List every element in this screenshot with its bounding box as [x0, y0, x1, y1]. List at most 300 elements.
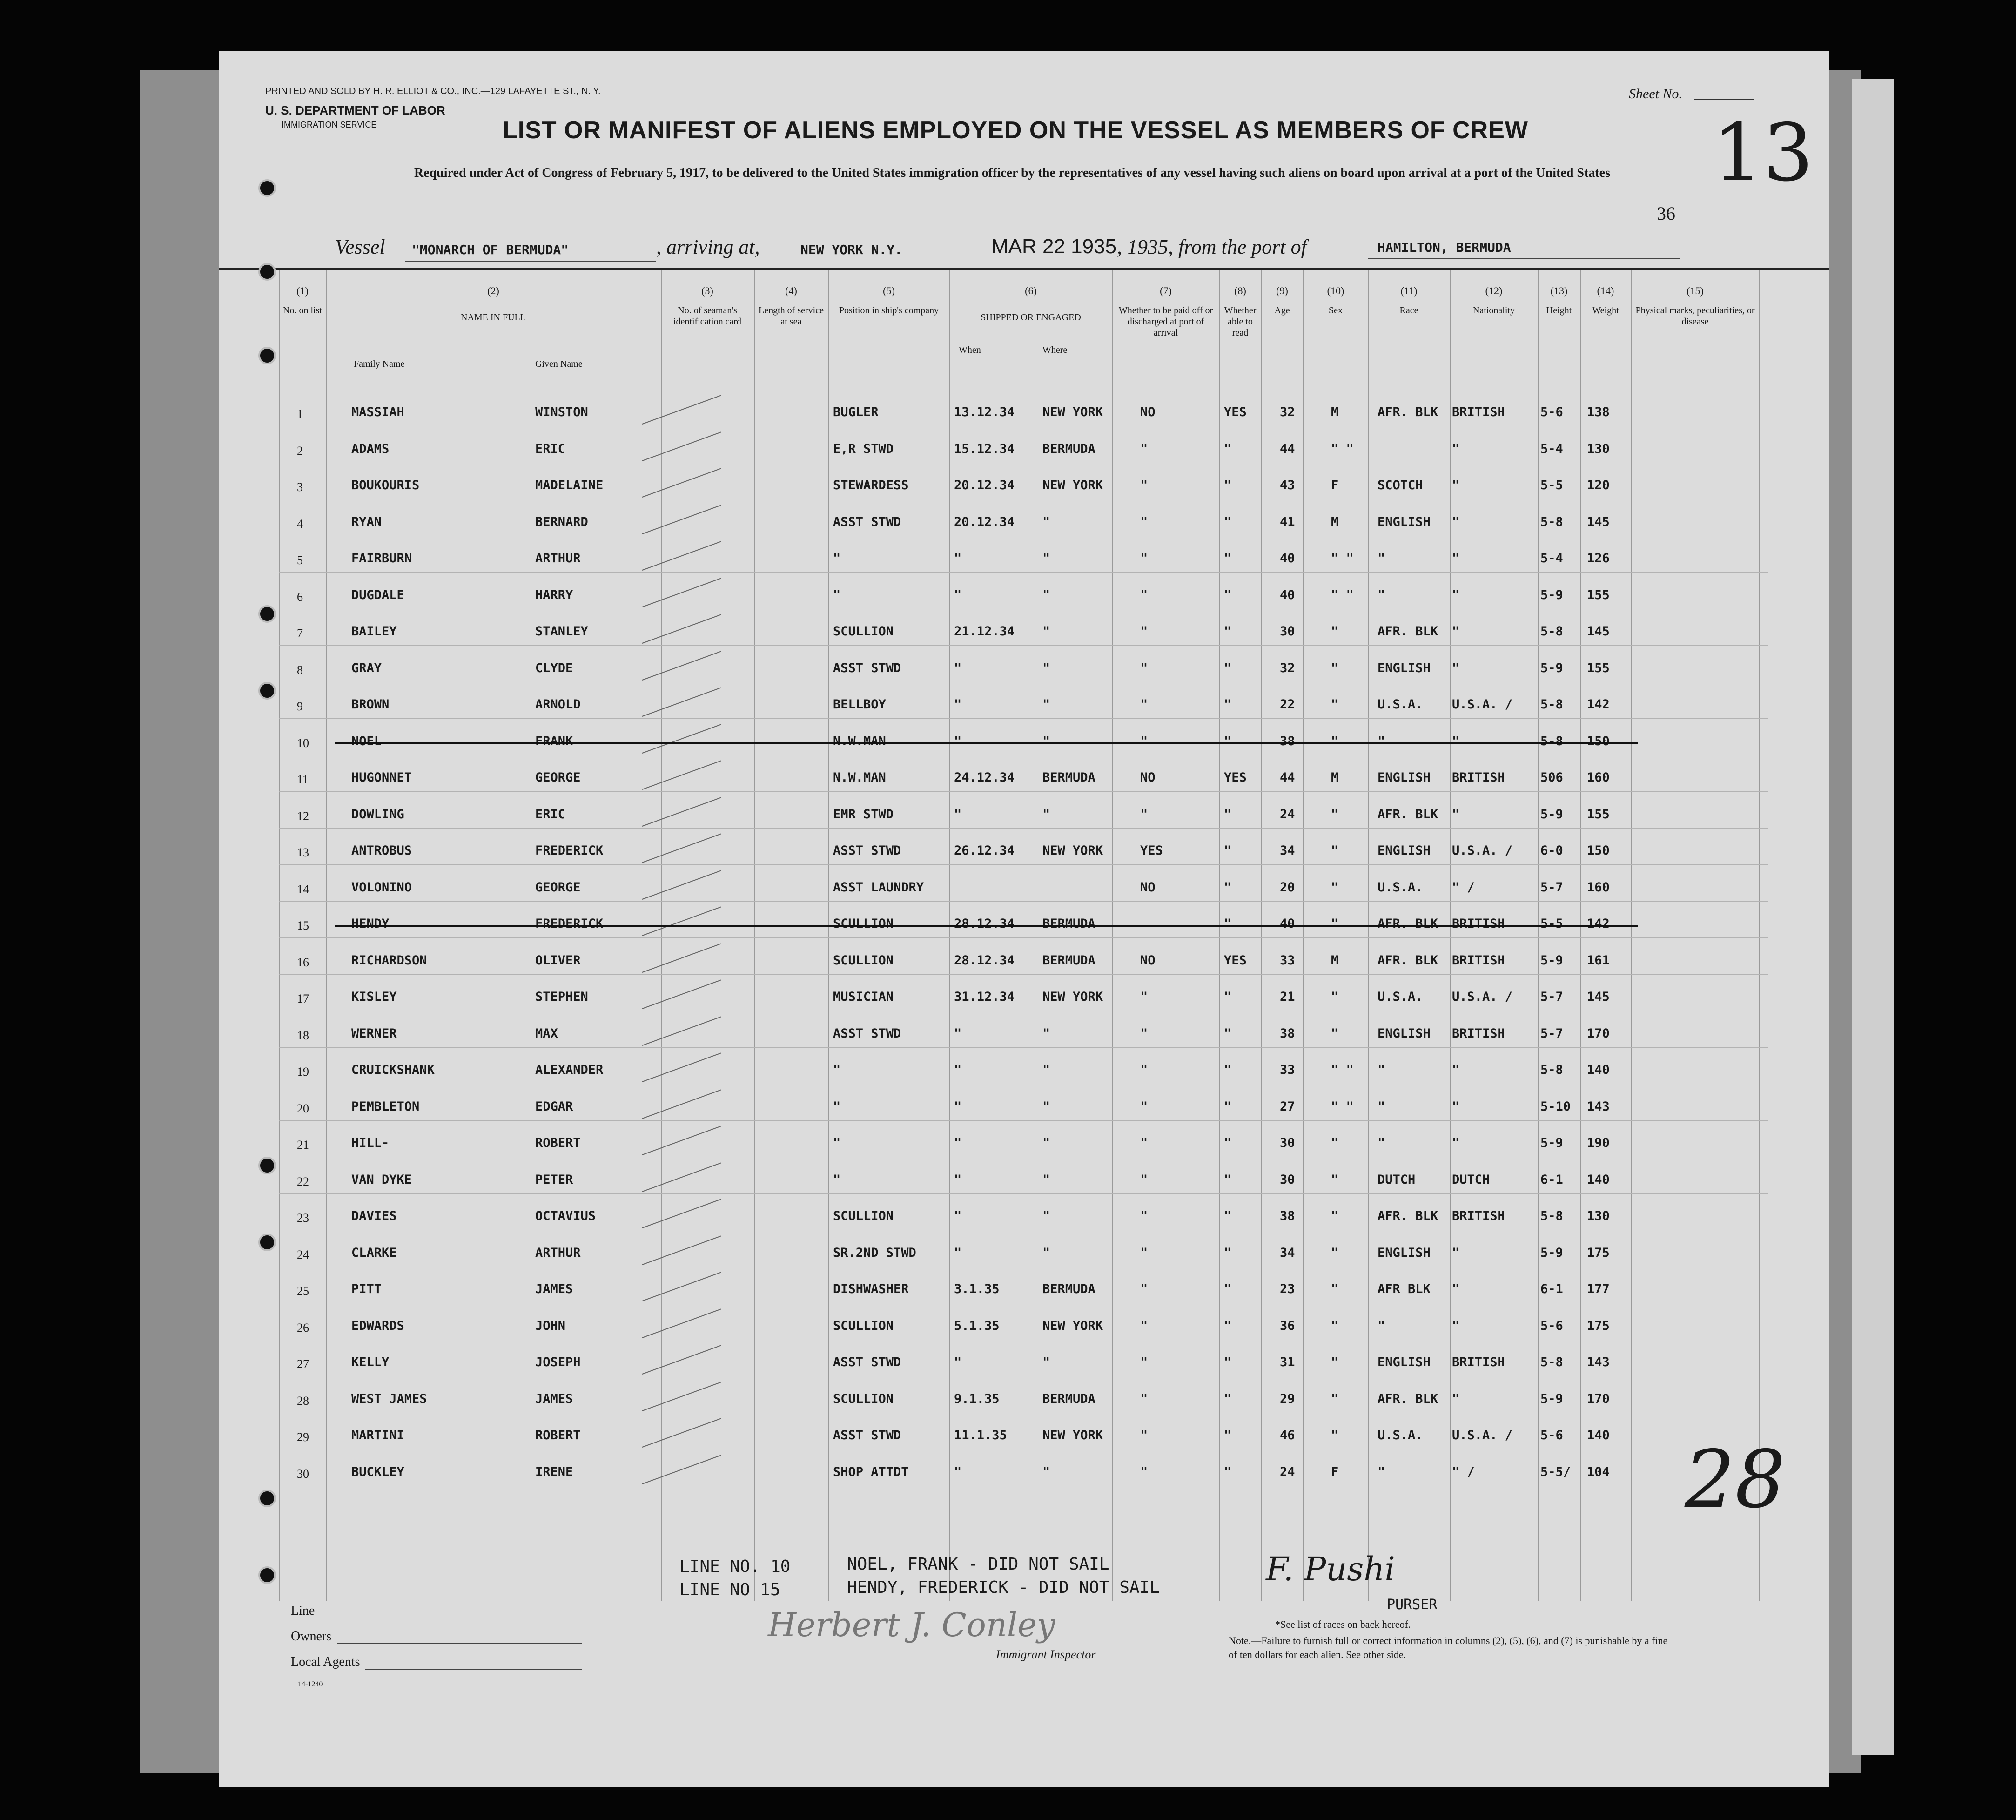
cell-family: DAVIES [351, 1209, 397, 1223]
column-rule [279, 270, 280, 1601]
cell-position: E,R STWD [833, 441, 894, 456]
cell-sex: " [1331, 1026, 1339, 1041]
cell-where: " [1042, 1099, 1050, 1114]
column-rule [1759, 270, 1760, 1601]
cell-when: " [954, 1245, 962, 1260]
cell-position: SCULLION [833, 624, 894, 639]
cell-when: 24.12.34 [954, 770, 1015, 785]
cell-read: " [1224, 624, 1232, 639]
cell-age: 31 [1280, 1355, 1295, 1369]
cell-sex: " [1331, 917, 1339, 931]
cell-given: OCTAVIUS [535, 1209, 596, 1223]
cell-when: " [954, 1026, 962, 1041]
cell-height: 5-8 [1540, 734, 1563, 748]
cell-race: ENGLISH [1378, 1245, 1431, 1260]
cell-read: " [1224, 807, 1232, 822]
cell-paid: NO [1140, 880, 1156, 895]
cell-age: 33 [1280, 953, 1295, 968]
cell-sex: " [1331, 1428, 1339, 1443]
cell-position: ASST STWD [833, 1355, 901, 1369]
cell-given: FREDERICK [535, 917, 604, 931]
cell-weight: 138 [1587, 405, 1610, 419]
row-rule [279, 901, 1768, 902]
cell-given: CLYDE [535, 661, 573, 675]
cell-height: 6-0 [1540, 843, 1563, 858]
row-number: 8 [297, 663, 303, 677]
cell-where: " [1042, 1464, 1050, 1479]
cell-position: ASST LAUNDRY [833, 880, 924, 895]
row-number: 5 [297, 553, 303, 567]
cell-age: 34 [1280, 843, 1295, 858]
sheet-number-label: Sheet No. [1629, 86, 1682, 101]
cell-where: " [1042, 1172, 1050, 1187]
cell-height: 5-8 [1540, 514, 1563, 529]
cell-age: 27 [1280, 1099, 1295, 1114]
cell-where: " [1042, 624, 1050, 639]
cell-height: 5-9 [1540, 587, 1563, 602]
cell-given: STEPHEN [535, 990, 588, 1004]
cell-height: 5-5 [1540, 478, 1563, 492]
service-name: IMMIGRATION SERVICE [282, 120, 377, 129]
cell-where: NEW YORK [1042, 843, 1103, 858]
cell-read: " [1224, 1464, 1232, 1479]
cell-when: 5.1.35 [954, 1318, 1000, 1333]
column-rule [661, 270, 662, 1601]
cell-nat: BRITISH [1452, 1026, 1505, 1041]
page-title: LIST OR MANIFEST OF ALIENS EMPLOYED ON THE VESSEL AS MEMBERS OF CREW [503, 117, 1528, 144]
row-number: 18 [297, 1028, 309, 1042]
cell-sex: " [1331, 734, 1339, 748]
cell-weight: 161 [1587, 953, 1610, 968]
cell-race: U.S.A. [1378, 697, 1423, 712]
cell-position: ASST STWD [833, 1428, 901, 1443]
cell-position: SCULLION [833, 917, 894, 931]
cell-paid: " [1140, 807, 1148, 822]
cell-age: 38 [1280, 1026, 1295, 1041]
cell-where: " [1042, 1063, 1050, 1077]
cell-where: " [1042, 1245, 1050, 1260]
cell-position: " [833, 1063, 841, 1077]
cell-height: 5-7 [1540, 1026, 1563, 1041]
cell-height: 5-7 [1540, 990, 1563, 1004]
cell-height: 5-6 [1540, 1428, 1563, 1443]
cell-age: 38 [1280, 1209, 1295, 1223]
cell-given: JAMES [535, 1282, 573, 1296]
column-header: No. on list [283, 305, 322, 316]
line-10-label: LINE NO. 10 [679, 1557, 791, 1576]
column-number: (4) [785, 285, 797, 297]
cell-family: WERNER [351, 1026, 397, 1041]
cell-family: RICHARDSON [351, 953, 427, 968]
cell-when: " [954, 1136, 962, 1150]
row-rule [279, 937, 1768, 938]
cell-where: BERMUDA [1042, 1282, 1095, 1296]
cell-paid: " [1140, 1063, 1148, 1077]
cell-where: NEW YORK [1042, 990, 1103, 1004]
cell-height: 5-9 [1540, 661, 1563, 675]
cell-position: " [833, 1172, 841, 1187]
row-number: 7 [297, 627, 303, 640]
cell-where: " [1042, 734, 1050, 748]
cell-family: MASSIAH [351, 405, 404, 419]
cell-paid: " [1140, 697, 1148, 712]
row-rule [279, 645, 1768, 646]
column-rule [1580, 270, 1581, 1601]
cell-family: PEMBLETON [351, 1099, 420, 1114]
cell-when: " [954, 1355, 962, 1369]
cell-race: AFR. BLK [1378, 953, 1438, 968]
cell-position: BUGLER [833, 405, 879, 419]
cell-read: " [1224, 478, 1232, 492]
cell-weight: 190 [1587, 1136, 1610, 1150]
cell-weight: 175 [1587, 1245, 1610, 1260]
line-15-note: HENDY, FREDERICK - DID NOT SAIL [847, 1578, 1160, 1597]
cell-paid: NO [1140, 953, 1156, 968]
cell-height: 5-4 [1540, 551, 1563, 566]
cell-given: EDGAR [535, 1099, 573, 1114]
cell-height: 5-10 [1540, 1099, 1571, 1114]
cell-position: SHOP ATTDT [833, 1464, 909, 1479]
cell-where: " [1042, 697, 1050, 712]
cell-race: ENGLISH [1378, 843, 1431, 858]
cell-position: N.W.MAN [833, 734, 886, 748]
cell-given: ARTHUR [535, 1245, 581, 1260]
cell-position: SCULLION [833, 1318, 894, 1333]
strike-line [335, 925, 1638, 927]
row-number: 13 [297, 846, 309, 859]
subheader-family: Family Name [354, 359, 405, 369]
cell-where: NEW YORK [1042, 405, 1103, 419]
inspector-label: Immigrant Inspector [996, 1648, 1096, 1661]
cell-given: STANLEY [535, 624, 588, 639]
cell-nat: " [1452, 1099, 1460, 1114]
cell-where: " [1042, 1136, 1050, 1150]
cell-where: BERMUDA [1042, 953, 1095, 968]
cell-sex: " " [1331, 1063, 1354, 1077]
cell-where: BERMUDA [1042, 1391, 1095, 1406]
cell-height: 5-5 [1540, 917, 1563, 931]
cell-nat: U.S.A. / [1452, 697, 1513, 712]
cell-where: NEW YORK [1042, 1318, 1103, 1333]
header-rule [219, 268, 1829, 270]
cell-age: 44 [1280, 441, 1295, 456]
cell-sex: " [1331, 1355, 1339, 1369]
vessel-label: Vessel [335, 236, 385, 258]
cell-given: ALEXANDER [535, 1063, 604, 1077]
cell-when: " [954, 734, 962, 748]
inspector-signature: Herbert J. Conley [768, 1606, 1055, 1644]
cell-family: RYAN [351, 514, 382, 529]
vessel-name: "MONARCH OF BERMUDA" [412, 242, 569, 257]
cell-paid: " [1140, 1428, 1148, 1443]
cell-where: BERMUDA [1042, 917, 1095, 931]
cell-nat: " [1452, 1318, 1460, 1333]
column-number: (15) [1687, 285, 1704, 297]
line-15-label: LINE NO 15 [679, 1580, 780, 1599]
purser-title: PURSER [1387, 1597, 1438, 1613]
row-number: 26 [297, 1321, 309, 1335]
cell-when: 28.12.34 [954, 953, 1015, 968]
column-header: Weight [1592, 305, 1619, 316]
cell-when: 26.12.34 [954, 843, 1015, 858]
races-note: *See list of races on back hereof. [1275, 1618, 1411, 1630]
cell-when: " [954, 1209, 962, 1223]
department-name: U. S. DEPARTMENT OF LABOR [265, 103, 445, 117]
cell-weight: 145 [1587, 624, 1610, 639]
cell-when: " [954, 661, 962, 675]
row-number: 15 [297, 919, 309, 932]
row-number: 22 [297, 1174, 309, 1188]
cell-weight: 120 [1587, 478, 1610, 492]
cell-height: 5-6 [1540, 405, 1563, 419]
year-label: , 1935, from the port of [1117, 236, 1307, 258]
cell-family: HILL- [351, 1136, 390, 1150]
column-header: Position in ship's company [839, 305, 939, 316]
cell-position: BELLBOY [833, 697, 886, 712]
column-number: (14) [1597, 285, 1614, 297]
owners-label: Owners [291, 1629, 332, 1644]
cell-paid: " [1140, 734, 1148, 748]
binder-hole [258, 682, 276, 700]
cell-age: 30 [1280, 1136, 1295, 1150]
cell-nat: " [1452, 1391, 1460, 1406]
cell-weight: 130 [1587, 1209, 1610, 1223]
cell-read: " [1224, 1428, 1232, 1443]
from-port-underline [1368, 258, 1680, 259]
binder-hole [258, 1566, 276, 1584]
cell-nat: " [1452, 551, 1460, 566]
cell-family: VAN DYKE [351, 1172, 412, 1187]
cell-age: 20 [1280, 880, 1295, 895]
cell-age: 43 [1280, 478, 1295, 492]
cell-race: AFR. BLK [1378, 1209, 1438, 1223]
cell-position: EMR STWD [833, 807, 894, 822]
cell-race: U.S.A. [1378, 1428, 1423, 1443]
cell-age: 44 [1280, 770, 1295, 785]
cell-paid: " [1140, 587, 1148, 602]
cell-when: 28.12.34 [954, 917, 1015, 931]
cell-read: " [1224, 514, 1232, 529]
column-rule [326, 270, 327, 1601]
cell-read: " [1224, 1063, 1232, 1077]
binder-hole [258, 263, 276, 281]
column-number: (8) [1234, 285, 1246, 297]
cell-age: 32 [1280, 405, 1295, 419]
cell-weight: 140 [1587, 1172, 1610, 1187]
row-rule [279, 718, 1768, 719]
cell-weight: 104 [1587, 1464, 1610, 1479]
cell-given: ERIC [535, 807, 566, 822]
cell-nat: DUTCH [1452, 1172, 1490, 1187]
column-number: (11) [1400, 285, 1418, 297]
cell-paid: " [1140, 1464, 1148, 1479]
cell-when: 13.12.34 [954, 405, 1015, 419]
cell-weight: 140 [1587, 1428, 1610, 1443]
cell-sex: " [1331, 1172, 1339, 1187]
cell-position: SR.2ND STWD [833, 1245, 916, 1260]
cell-nat: BRITISH [1452, 917, 1505, 931]
cell-where: " [1042, 551, 1050, 566]
cell-weight: 142 [1587, 917, 1610, 931]
binder-hole [258, 1234, 276, 1251]
cell-family: ANTROBUS [351, 843, 412, 858]
cell-given: JOHN [535, 1318, 566, 1333]
cell-weight: 160 [1587, 880, 1610, 895]
subheader-when: When [959, 345, 981, 355]
column-header: Nationality [1473, 305, 1515, 316]
cell-height: 6-1 [1540, 1172, 1563, 1187]
cell-given: BERNARD [535, 514, 588, 529]
cell-weight: 140 [1587, 1063, 1610, 1077]
cell-sex: " [1331, 624, 1339, 639]
cell-position: ASST STWD [833, 1026, 901, 1041]
cell-given: JOSEPH [535, 1355, 581, 1369]
row-number: 1 [297, 407, 303, 421]
row-rule [279, 791, 1768, 792]
binder-hole [258, 179, 276, 197]
binder-hole [258, 347, 276, 364]
cell-race: AFR. BLK [1378, 1391, 1438, 1406]
cell-given: FRANK [535, 734, 573, 748]
cell-age: 40 [1280, 917, 1295, 931]
cell-position: ASST STWD [833, 514, 901, 529]
handwritten-total: 28 [1685, 1434, 1786, 1526]
cell-when: 20.12.34 [954, 478, 1015, 492]
cell-nat: BRITISH [1452, 770, 1505, 785]
cell-family: PITT [351, 1282, 382, 1296]
cell-weight: 170 [1587, 1026, 1610, 1041]
cell-sex: M [1331, 953, 1339, 968]
column-header: Length of service at sea [759, 305, 824, 327]
cell-nat: " [1452, 1245, 1460, 1260]
cell-paid: " [1140, 1245, 1148, 1260]
cell-height: 5-9 [1540, 807, 1563, 822]
penalty-note: Note.—Failure to furnish full or correct information in columns (2), (5), (6), and (7) is punishable by a fine of ten dollars for each alien. See other side. [1229, 1635, 1668, 1660]
cell-given: GEORGE [535, 770, 581, 785]
cell-weight: 126 [1587, 551, 1610, 566]
cell-race: U.S.A. [1378, 990, 1423, 1004]
cell-paid: " [1140, 661, 1148, 675]
cell-race: ENGLISH [1378, 514, 1431, 529]
cell-where: " [1042, 1355, 1050, 1369]
cell-nat: " [1452, 1282, 1460, 1296]
cell-read: " [1224, 1209, 1232, 1223]
row-number: 20 [297, 1101, 309, 1115]
column-rule [1450, 270, 1451, 1601]
column-number: (2) [487, 285, 499, 297]
cell-when: " [954, 1063, 962, 1077]
cell-read: " [1224, 1391, 1232, 1406]
cell-paid: " [1140, 1026, 1148, 1041]
cell-nat: " [1452, 661, 1460, 675]
cell-where: BERMUDA [1042, 770, 1095, 785]
cell-family: FAIRBURN [351, 551, 412, 566]
cell-paid: " [1140, 624, 1148, 639]
row-number: 11 [297, 773, 309, 786]
column-rule [754, 270, 755, 1601]
column-header: SHIPPED OR ENGAGED [981, 312, 1081, 323]
cell-sex: " [1331, 697, 1339, 712]
column-number: (10) [1327, 285, 1344, 297]
cell-sex: " [1331, 1318, 1339, 1333]
cell-weight: 142 [1587, 697, 1610, 712]
cell-read: " [1224, 1026, 1232, 1041]
cell-given: MADELAINE [535, 478, 604, 492]
cell-position: SCULLION [833, 1209, 894, 1223]
sheet-number-line [1694, 99, 1754, 100]
cell-race: " [1378, 1318, 1385, 1333]
cell-nat: U.S.A. / [1452, 843, 1513, 858]
cell-when: 11.1.35 [954, 1428, 1007, 1443]
cell-family: DOWLING [351, 807, 404, 822]
cell-read: " [1224, 734, 1232, 748]
cell-position: " [833, 551, 841, 566]
cell-family: ADAMS [351, 441, 390, 456]
row-number: 6 [297, 590, 303, 604]
cell-where: " [1042, 514, 1050, 529]
cell-position: DISHWASHER [833, 1282, 909, 1296]
cell-read: " [1224, 843, 1232, 858]
cell-when: 20.12.34 [954, 514, 1015, 529]
cell-weight: 177 [1587, 1282, 1610, 1296]
row-number: 28 [297, 1394, 309, 1408]
cell-race: " [1378, 1464, 1385, 1479]
cell-age: 36 [1280, 1318, 1295, 1333]
cell-age: 40 [1280, 551, 1295, 566]
cell-read: " [1224, 1172, 1232, 1187]
cell-nat: " [1452, 807, 1460, 822]
cell-age: 32 [1280, 661, 1295, 675]
cell-read: " [1224, 441, 1232, 456]
cell-position: " [833, 1136, 841, 1150]
row-number: 16 [297, 955, 309, 969]
cell-given: ARNOLD [535, 697, 581, 712]
cell-sex: " [1331, 880, 1339, 895]
column-header: Whether to be paid off or discharged at port of arrival [1118, 305, 1213, 338]
cell-sex: " [1331, 990, 1339, 1004]
cell-height: 5-6 [1540, 1318, 1563, 1333]
cell-race: " [1378, 1136, 1385, 1150]
cell-sex: " " [1331, 441, 1354, 456]
strike-line [335, 742, 1638, 744]
cell-sex: " [1331, 1245, 1339, 1260]
cell-height: 5-9 [1540, 953, 1563, 968]
cell-family: DUGDALE [351, 587, 404, 602]
row-rule [279, 1047, 1768, 1048]
row-rule [279, 828, 1768, 829]
cell-race: " [1378, 1063, 1385, 1077]
column-number: (7) [1160, 285, 1172, 297]
cell-weight: 130 [1587, 441, 1610, 456]
cell-height: 5-8 [1540, 1209, 1563, 1223]
cell-height: 5-9 [1540, 1136, 1563, 1150]
cell-given: PETER [535, 1172, 573, 1187]
cell-age: 23 [1280, 1282, 1295, 1296]
cell-position: SCULLION [833, 953, 894, 968]
column-rule [1219, 270, 1220, 1601]
cell-given: FREDERICK [535, 843, 604, 858]
cell-paid: NO [1140, 405, 1156, 419]
cell-paid: " [1140, 990, 1148, 1004]
cell-paid: " [1140, 1355, 1148, 1369]
cell-read: YES [1224, 953, 1247, 968]
cell-weight: 143 [1587, 1355, 1610, 1369]
cell-race: ENGLISH [1378, 1026, 1431, 1041]
cell-age: 34 [1280, 1245, 1295, 1260]
back-sheet-edge [1852, 79, 1894, 1755]
column-number: (3) [701, 285, 713, 297]
cell-age: 38 [1280, 734, 1295, 748]
